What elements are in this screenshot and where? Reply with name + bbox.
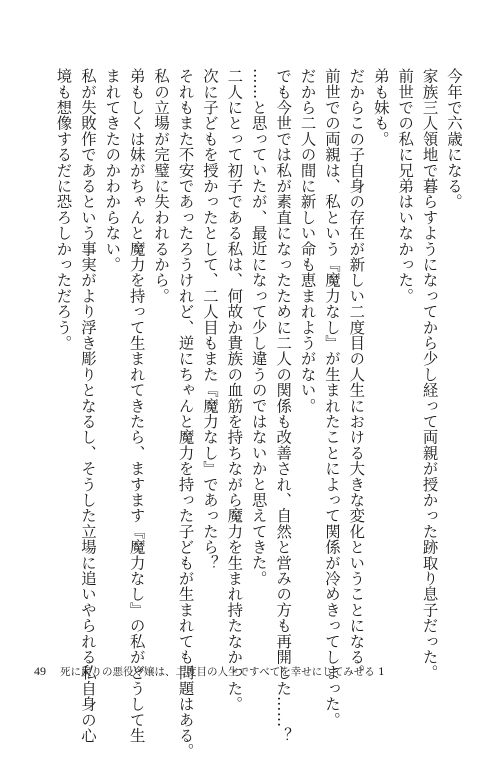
text-line: 前世での両親は、私という『魔力なし』が生まれたことによって関係が冷めきってしまった。 xyxy=(322,68,341,728)
text-line: それもまた不安であったろうけれど、逆にちゃんと魔力を持った子どもが生まれても問題はある。 xyxy=(176,68,195,759)
text-line: 弟も妹も。 xyxy=(371,68,390,147)
text-line: だからこの子自身の存在が新しい二度目の人生における大きな変化ということになる。 xyxy=(347,68,366,681)
text-line: ……と思っていたが、最近になって少し違うのではないかと思えてきた。 xyxy=(249,68,268,587)
text-line: 家族三人領地で暮らすようになってから少し経って両親が授かった跡取り息子だった。 xyxy=(420,68,439,681)
text-line: でも今世では私が素直になったために二人の関係も改善され、自然と営みの方も再開した……？ xyxy=(274,68,293,744)
text-line: 次に子どもを授かったとして、二人目もまた『魔力なし』であったら？ xyxy=(200,68,219,571)
text-line: 今年で六歳になる。 xyxy=(445,68,463,210)
text-line: 弟もしくは妹がちゃんと魔力を持って生まれてきたら、ますます『魔力なし』の私がどうして生 xyxy=(127,68,146,744)
text-line: 私の立場が完璧に失われるから。 xyxy=(152,68,171,304)
text-line: だから二人の間に新しい命も恵まれようがない。 xyxy=(298,68,317,414)
text-line: 境も想像するだに恐ろしかっただろう。 xyxy=(54,68,73,351)
running-title: 死に戻りの悪役令嬢は、二度目の人生ですべてを幸せにしてみせる 1 xyxy=(60,666,385,678)
page-number: 49 xyxy=(34,664,46,678)
text-line: 私が失敗作であるという事実がより浮き彫りとなるし、そうした立場に追いやられる私自身の心 xyxy=(78,68,97,744)
text-line: 二人にとって初子である私は、何故か貴族の血筋を持ちながら魔力を生まれ持たなかった。 xyxy=(225,68,244,712)
page-footer xyxy=(34,664,385,679)
text-line: まれてきたのかわからない。 xyxy=(103,68,122,273)
text-line: 前世での私に兄弟はいなかった。 xyxy=(396,68,415,304)
